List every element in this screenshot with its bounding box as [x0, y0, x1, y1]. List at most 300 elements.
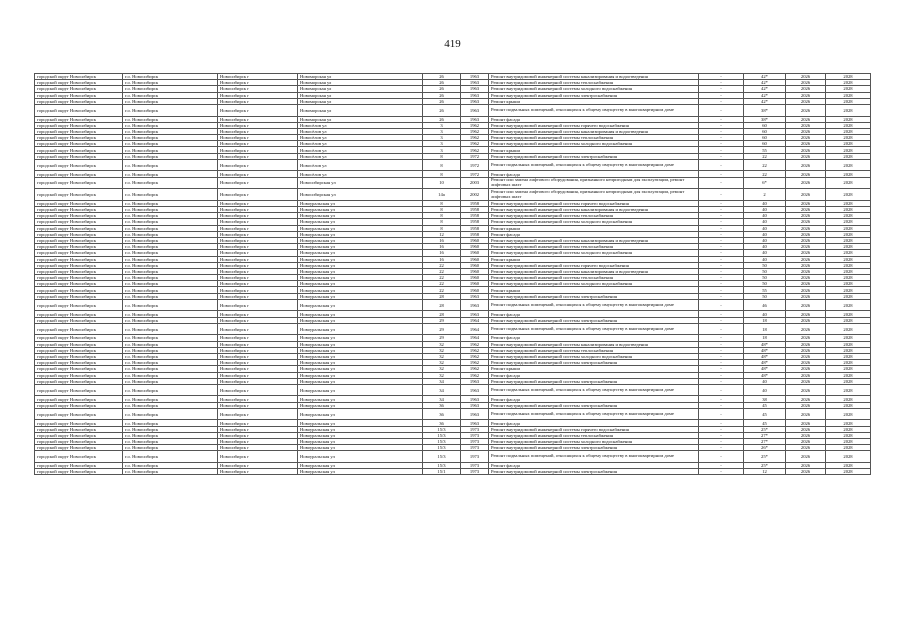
work-type-cell: Ремонт внутридомовой инженерной системы теплоснабжения [489, 275, 699, 281]
amount-cell: 50 [744, 275, 786, 281]
district-cell: г.о. Новосибирск [123, 116, 218, 122]
city-cell: Новосибирск г [218, 189, 298, 201]
build-year-cell: 1963 [461, 384, 489, 396]
district-cell: г.о. Новосибирск [123, 353, 218, 359]
end-year-cell: 2028 [826, 244, 871, 250]
street-cell: Новоуральская ул [298, 207, 423, 213]
amount-cell: 26* [744, 445, 786, 451]
city-cell: Новосибирск г [218, 402, 298, 408]
end-year-cell: 2028 [826, 420, 871, 426]
work-type-cell: Ремонт внутридомовой инженерной системы теплоснабжения [489, 80, 699, 86]
start-year-cell: 2026 [786, 189, 826, 201]
dash-cell: - [699, 159, 744, 171]
dash-cell: - [699, 244, 744, 250]
build-year-cell: 1958 [461, 225, 489, 231]
work-type-cell: Ремонт внутридомовой инженерной системы электроснабжения [489, 92, 699, 98]
district-cell: г.о. Новосибирск [123, 177, 218, 189]
house-number-cell: 8 [423, 200, 461, 206]
work-type-cell: Ремонт крыши [489, 225, 699, 231]
dash-cell: - [699, 86, 744, 92]
house-number-cell: 32 [423, 366, 461, 372]
house-number-cell: 8 [423, 225, 461, 231]
dash-cell: - [699, 256, 744, 262]
house-number-cell: 15/3 [423, 451, 461, 463]
start-year-cell: 2026 [786, 462, 826, 468]
city-cell: Новосибирск г [218, 231, 298, 237]
street-cell: Новоморская ул [298, 80, 423, 86]
end-year-cell: 2028 [826, 311, 871, 317]
city-cell: Новосибирск г [218, 153, 298, 159]
street-cell: Новосёлов ул [298, 147, 423, 153]
work-type-cell: Ремонт внутридомовой инженерной системы канализирования и водоотведения [489, 128, 699, 134]
street-cell: Новоуральская ул [298, 225, 423, 231]
house-number-cell: 28 [423, 299, 461, 311]
table-row [35, 469, 871, 475]
start-year-cell: 2026 [786, 360, 826, 366]
street-cell: Новоуральская ул [298, 317, 423, 323]
dash-cell: - [699, 219, 744, 225]
street-cell: Новоуральская ул [298, 432, 423, 438]
district-cell: г.о. Новосибирск [123, 159, 218, 171]
amount-cell: 18 [744, 335, 786, 341]
city-cell: Новосибирск г [218, 268, 298, 274]
district-cell: г.о. Новосибирск [123, 451, 218, 463]
build-year-cell: 1962 [461, 147, 489, 153]
municipality-cell: городской округ Новосибирск [35, 366, 123, 372]
start-year-cell: 2026 [786, 396, 826, 402]
work-type-cell: Ремонт внутридомовой инженерной системы канализирования и водоотведения [489, 268, 699, 274]
municipality-cell: городской округ Новосибирск [35, 462, 123, 468]
city-cell: Новосибирск г [218, 213, 298, 219]
municipality-cell: городской округ Новосибирск [35, 402, 123, 408]
work-type-cell: Ремонт внутридомовой инженерной системы горячего водоснабжения [489, 262, 699, 268]
municipality-cell: городской округ Новосибирск [35, 74, 123, 80]
dash-cell: - [699, 250, 744, 256]
house-number-cell: 29 [423, 317, 461, 323]
amount-cell: 40 [744, 207, 786, 213]
city-cell: Новосибирск г [218, 207, 298, 213]
amount-cell: 50 [744, 281, 786, 287]
dash-cell: - [699, 402, 744, 408]
build-year-cell: 1960 [461, 256, 489, 262]
house-number-cell: 26 [423, 98, 461, 104]
dash-cell: - [699, 360, 744, 366]
house-number-cell: 15/3 [423, 445, 461, 451]
district-cell: г.о. Новосибирск [123, 219, 218, 225]
city-cell: Новосибирск г [218, 237, 298, 243]
build-year-cell: 1963 [461, 116, 489, 122]
house-number-cell: 3 [423, 141, 461, 147]
municipality-cell: городской округ Новосибирск [35, 177, 123, 189]
district-cell: г.о. Новосибирск [123, 250, 218, 256]
street-cell: Новосёлов ул [298, 141, 423, 147]
work-type-cell: Ремонт внутридомовой инженерной системы электроснабжения [489, 360, 699, 366]
start-year-cell: 2026 [786, 299, 826, 311]
table-row [35, 177, 871, 189]
amount-cell: 25* [744, 462, 786, 468]
city-cell: Новосибирск г [218, 171, 298, 177]
end-year-cell: 2028 [826, 335, 871, 341]
district-cell: г.о. Новосибирск [123, 147, 218, 153]
amount-cell: 40 [744, 219, 786, 225]
work-type-cell: Ремонт внутридомовой инженерной системы горячего водоснабжения [489, 200, 699, 206]
house-number-cell: 16 [423, 244, 461, 250]
house-number-cell: 12 [423, 231, 461, 237]
amount-cell: 60 [744, 135, 786, 141]
municipality-cell: городской округ Новосибирск [35, 122, 123, 128]
dash-cell: - [699, 317, 744, 323]
work-type-cell: Ремонт крыши [489, 366, 699, 372]
amount-cell: 48* [744, 372, 786, 378]
build-year-cell: 1972 [461, 159, 489, 171]
street-cell: Новоуральская ул [298, 402, 423, 408]
house-number-cell: 3 [423, 135, 461, 141]
amount-cell: 40 [744, 378, 786, 384]
district-cell: г.о. Новосибирск [123, 104, 218, 116]
end-year-cell: 2028 [826, 275, 871, 281]
municipality-cell: городской округ Новосибирск [35, 335, 123, 341]
house-number-cell: 15/3 [423, 439, 461, 445]
municipality-cell: городской округ Новосибирск [35, 317, 123, 323]
district-cell: г.о. Новосибирск [123, 372, 218, 378]
end-year-cell: 2028 [826, 122, 871, 128]
build-year-cell: 1958 [461, 231, 489, 237]
district-cell: г.о. Новосибирск [123, 384, 218, 396]
start-year-cell: 2026 [786, 268, 826, 274]
dash-cell: - [699, 98, 744, 104]
house-number-cell: 32 [423, 360, 461, 366]
amount-cell: 42* [744, 74, 786, 80]
city-cell: Новосибирск г [218, 408, 298, 420]
work-type-cell: Ремонт внутридомовой инженерной системы холодного водоснабжения [489, 353, 699, 359]
municipality-cell: городской округ Новосибирск [35, 347, 123, 353]
end-year-cell: 2028 [826, 402, 871, 408]
table-row [35, 451, 871, 463]
municipality-cell: городской округ Новосибирск [35, 287, 123, 293]
dash-cell: - [699, 207, 744, 213]
dash-cell: - [699, 439, 744, 445]
city-cell: Новосибирск г [218, 420, 298, 426]
start-year-cell: 2026 [786, 200, 826, 206]
build-year-cell: 1973 [461, 462, 489, 468]
end-year-cell: 2028 [826, 207, 871, 213]
amount-cell: 60 [744, 141, 786, 147]
amount-cell: 50 [744, 262, 786, 268]
city-cell: Новосибирск г [218, 469, 298, 475]
work-type-cell: Ремонт крыши [489, 98, 699, 104]
house-number-cell: 28 [423, 293, 461, 299]
end-year-cell: 2028 [826, 135, 871, 141]
start-year-cell: 2026 [786, 244, 826, 250]
district-cell: г.о. Новосибирск [123, 293, 218, 299]
end-year-cell: 2028 [826, 80, 871, 86]
work-type-cell: Ремонт внутридомовой инженерной системы холодного водоснабжения [489, 281, 699, 287]
end-year-cell: 2028 [826, 366, 871, 372]
amount-cell: 48* [744, 353, 786, 359]
municipality-cell: городской округ Новосибирск [35, 445, 123, 451]
street-cell: Новоуральская ул [298, 213, 423, 219]
municipality-cell: городской округ Новосибирск [35, 86, 123, 92]
house-number-cell: 8 [423, 213, 461, 219]
work-type-cell: Ремонт внутридомовой инженерной системы канализирования и водоотведения [489, 74, 699, 80]
district-cell: г.о. Новосибирск [123, 128, 218, 134]
dash-cell: - [699, 287, 744, 293]
amount-cell: 50 [744, 268, 786, 274]
start-year-cell: 2026 [786, 372, 826, 378]
work-type-cell: Ремонт внутридомовой инженерной системы канализирования и водоотведения [489, 207, 699, 213]
street-cell: Новоуральская ул [298, 335, 423, 341]
street-cell: Новоуральская ул [298, 384, 423, 396]
municipality-cell: городской округ Новосибирск [35, 116, 123, 122]
house-number-cell: 8 [423, 159, 461, 171]
end-year-cell: 2028 [826, 462, 871, 468]
amount-cell: 22 [744, 159, 786, 171]
work-type-cell: Ремонт фасада [489, 372, 699, 378]
city-cell: Новосибирск г [218, 287, 298, 293]
municipality-cell: городской округ Новосибирск [35, 244, 123, 250]
street-cell: Новоморская ул [298, 86, 423, 92]
dash-cell: - [699, 275, 744, 281]
street-cell: Новосибирская ул [298, 177, 423, 189]
district-cell: г.о. Новосибирск [123, 402, 218, 408]
table-row [35, 384, 871, 396]
amount-cell: 27* [744, 432, 786, 438]
end-year-cell: 2028 [826, 451, 871, 463]
end-year-cell: 2028 [826, 153, 871, 159]
start-year-cell: 2026 [786, 347, 826, 353]
amount-cell: 12 [744, 469, 786, 475]
work-type-cell: Ремонт или замена лифтового оборудования, признанного непригодным для эксплуатации, ремонт лифтовых шахт [489, 189, 699, 201]
district-cell: г.о. Новосибирск [123, 462, 218, 468]
start-year-cell: 2026 [786, 250, 826, 256]
district-cell: г.о. Новосибирск [123, 74, 218, 80]
start-year-cell: 2026 [786, 237, 826, 243]
street-cell: Новоморская ул [298, 98, 423, 104]
city-cell: Новосибирск г [218, 293, 298, 299]
street-cell: Новоуральская ул [298, 244, 423, 250]
street-cell: Новоуральская ул [298, 341, 423, 347]
municipality-cell: городской округ Новосибирск [35, 98, 123, 104]
build-year-cell: 1962 [461, 372, 489, 378]
amount-cell: 40 [744, 200, 786, 206]
street-cell: Новосёлов ул [298, 128, 423, 134]
house-number-cell: 8 [423, 153, 461, 159]
district-cell: г.о. Новосибирск [123, 360, 218, 366]
dash-cell: - [699, 353, 744, 359]
amount-cell: 48* [744, 347, 786, 353]
city-cell: Новосибирск г [218, 317, 298, 323]
municipality-cell: городской округ Новосибирск [35, 153, 123, 159]
amount-cell: 42* [744, 92, 786, 98]
end-year-cell: 2028 [826, 213, 871, 219]
end-year-cell: 2028 [826, 426, 871, 432]
street-cell: Новоуральская ул [298, 231, 423, 237]
end-year-cell: 2028 [826, 177, 871, 189]
street-cell: Новоуральская ул [298, 219, 423, 225]
start-year-cell: 2026 [786, 128, 826, 134]
municipality-cell: городской округ Новосибирск [35, 360, 123, 366]
house-number-cell: 32 [423, 353, 461, 359]
dash-cell: - [699, 384, 744, 396]
street-cell: Новоуральская ул [298, 420, 423, 426]
amount-cell: 45 [744, 420, 786, 426]
street-cell: Новоморская ул [298, 104, 423, 116]
dash-cell: - [699, 231, 744, 237]
district-cell: г.о. Новосибирск [123, 207, 218, 213]
city-cell: Новосибирск г [218, 299, 298, 311]
dash-cell: - [699, 366, 744, 372]
house-number-cell: 16 [423, 237, 461, 243]
street-cell: Новоуральская ул [298, 353, 423, 359]
municipality-cell: городской округ Новосибирск [35, 92, 123, 98]
build-year-cell: 1958 [461, 207, 489, 213]
repair-schedule-table [34, 73, 871, 475]
street-cell: Новосёлов ул [298, 135, 423, 141]
street-cell: Новоуральская ул [298, 287, 423, 293]
house-number-cell: 22 [423, 275, 461, 281]
municipality-cell: городской округ Новосибирск [35, 104, 123, 116]
street-cell: Новоуральская ул [298, 281, 423, 287]
house-number-cell: 29 [423, 323, 461, 335]
end-year-cell: 2028 [826, 74, 871, 80]
city-cell: Новосибирск г [218, 347, 298, 353]
house-number-cell: 15/3 [423, 426, 461, 432]
start-year-cell: 2026 [786, 98, 826, 104]
street-cell: Новосёлов ул [298, 171, 423, 177]
street-cell: Новоуральская ул [298, 445, 423, 451]
build-year-cell: 1963 [461, 74, 489, 80]
end-year-cell: 2028 [826, 231, 871, 237]
end-year-cell: 2028 [826, 432, 871, 438]
start-year-cell: 2026 [786, 469, 826, 475]
street-cell: Новоуральская ул [298, 451, 423, 463]
start-year-cell: 2026 [786, 213, 826, 219]
municipality-cell: городской округ Новосибирск [35, 408, 123, 420]
start-year-cell: 2026 [786, 317, 826, 323]
build-year-cell: 1958 [461, 219, 489, 225]
municipality-cell: городской округ Новосибирск [35, 293, 123, 299]
district-cell: г.о. Новосибирск [123, 378, 218, 384]
start-year-cell: 2026 [786, 104, 826, 116]
house-number-cell: 14а [423, 189, 461, 201]
district-cell: г.о. Новосибирск [123, 231, 218, 237]
start-year-cell: 2026 [786, 141, 826, 147]
amount-cell: 25* [744, 451, 786, 463]
city-cell: Новосибирск г [218, 244, 298, 250]
district-cell: г.о. Новосибирск [123, 153, 218, 159]
district-cell: г.о. Новосибирск [123, 311, 218, 317]
build-year-cell: 1963 [461, 293, 489, 299]
house-number-cell: 15/1 [423, 469, 461, 475]
dash-cell: - [699, 420, 744, 426]
district-cell: г.о. Новосибирск [123, 171, 218, 177]
municipality-cell: городской округ Новосибирск [35, 396, 123, 402]
end-year-cell: 2028 [826, 159, 871, 171]
city-cell: Новосибирск г [218, 159, 298, 171]
district-cell: г.о. Новосибирск [123, 426, 218, 432]
end-year-cell: 2028 [826, 189, 871, 201]
city-cell: Новосибирск г [218, 353, 298, 359]
district-cell: г.о. Новосибирск [123, 135, 218, 141]
end-year-cell: 2028 [826, 256, 871, 262]
street-cell: Новосёлов ул [298, 159, 423, 171]
municipality-cell: городской округ Новосибирск [35, 141, 123, 147]
municipality-cell: городской округ Новосибирск [35, 256, 123, 262]
build-year-cell: 1960 [461, 268, 489, 274]
district-cell: г.о. Новосибирск [123, 432, 218, 438]
municipality-cell: городской округ Новосибирск [35, 250, 123, 256]
house-number-cell: 16 [423, 250, 461, 256]
build-year-cell: 1973 [461, 451, 489, 463]
start-year-cell: 2026 [786, 426, 826, 432]
build-year-cell: 2002 [461, 189, 489, 201]
start-year-cell: 2026 [786, 451, 826, 463]
amount-cell: 40 [744, 384, 786, 396]
district-cell: г.о. Новосибирск [123, 347, 218, 353]
dash-cell: - [699, 445, 744, 451]
street-cell: Новоуральская ул [298, 396, 423, 402]
street-cell: Новоуральская ул [298, 426, 423, 432]
house-number-cell: 28 [423, 311, 461, 317]
end-year-cell: 2028 [826, 469, 871, 475]
start-year-cell: 2026 [786, 177, 826, 189]
city-cell: Новосибирск г [218, 128, 298, 134]
district-cell: г.о. Новосибирск [123, 256, 218, 262]
build-year-cell: 1973 [461, 439, 489, 445]
work-type-cell: Ремонт внутридомовой инженерной системы теплоснабжения [489, 432, 699, 438]
dash-cell: - [699, 323, 744, 335]
start-year-cell: 2026 [786, 281, 826, 287]
work-type-cell: Ремонт подвальных помещений, относящихся к общему имуществу в многоквартирном доме [489, 384, 699, 396]
work-type-cell: Ремонт крыши [489, 287, 699, 293]
house-number-cell: 26 [423, 104, 461, 116]
build-year-cell: 1958 [461, 213, 489, 219]
dash-cell: - [699, 128, 744, 134]
dash-cell: - [699, 335, 744, 341]
amount-cell: 50 [744, 293, 786, 299]
house-number-cell: 3 [423, 122, 461, 128]
district-cell: г.о. Новосибирск [123, 80, 218, 86]
dash-cell: - [699, 153, 744, 159]
municipality-cell: городской округ Новосибирск [35, 135, 123, 141]
street-cell: Новосёлов ул [298, 122, 423, 128]
city-cell: Новосибирск г [218, 439, 298, 445]
dash-cell: - [699, 299, 744, 311]
municipality-cell: городской округ Новосибирск [35, 237, 123, 243]
street-cell: Новоуральская ул [298, 262, 423, 268]
city-cell: Новосибирск г [218, 122, 298, 128]
district-cell: г.о. Новосибирск [123, 445, 218, 451]
district-cell: г.о. Новосибирск [123, 122, 218, 128]
street-cell: Новоуральская ул [298, 237, 423, 243]
street-cell: Новоморская ул [298, 92, 423, 98]
dash-cell: - [699, 347, 744, 353]
municipality-cell: городской округ Новосибирск [35, 207, 123, 213]
start-year-cell: 2026 [786, 408, 826, 420]
build-year-cell: 1960 [461, 244, 489, 250]
street-cell: Новоморская ул [298, 116, 423, 122]
end-year-cell: 2028 [826, 219, 871, 225]
city-cell: Новосибирск г [218, 250, 298, 256]
start-year-cell: 2026 [786, 231, 826, 237]
city-cell: Новосибирск г [218, 177, 298, 189]
work-type-cell: Ремонт фасада [489, 335, 699, 341]
dash-cell: - [699, 74, 744, 80]
start-year-cell: 2026 [786, 86, 826, 92]
house-number-cell: 3 [423, 128, 461, 134]
start-year-cell: 2026 [786, 323, 826, 335]
build-year-cell: 1962 [461, 141, 489, 147]
